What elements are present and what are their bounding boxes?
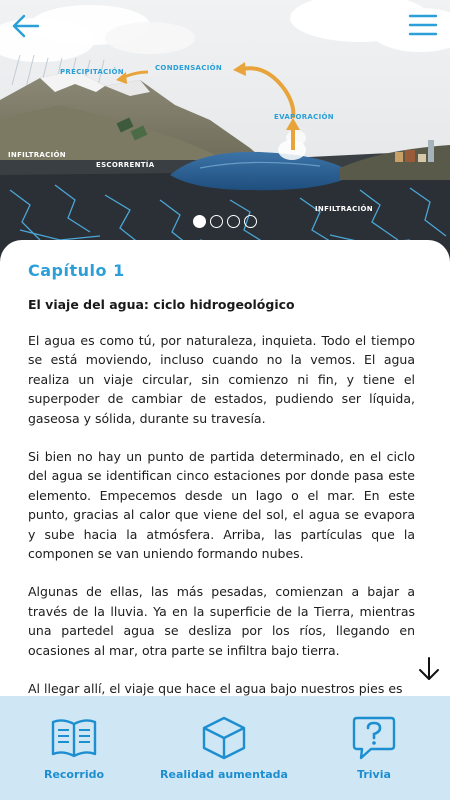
carousel-dot-2[interactable] xyxy=(210,215,223,228)
content-card[interactable] xyxy=(0,240,450,696)
paragraph-3: Algunas de ellas, las más pesadas, comienzan a bajar a través de la lluvia. Ya en la superficie de la Tierra, mientras una partedel agua se desliza por los ríos, llegando en ocasiones al mar, otra parte se infiltra bajo tierra. xyxy=(28,584,415,658)
chapter-body xyxy=(28,331,415,696)
paragraph-2: Si bien no hay un punto de partida determinado, en el ciclo del agua se identifican cinco estaciones por donde pasa este elemento. Empecemos desde un lago o el mar. En este punto, gracias al calor que viene del sol, el agua se evapora y sube hacia la atmósfera. Arriba, las partículas que la componen se van uniendo formando nubes. xyxy=(28,449,415,562)
book-icon xyxy=(49,714,99,760)
carousel-dot-1[interactable] xyxy=(193,215,206,228)
nav-recorrido[interactable] xyxy=(28,696,120,800)
hero-illustration xyxy=(0,0,450,265)
label-evaporacion: EVAPORACIÓN xyxy=(274,113,334,121)
chapter-subtitle: El viaje del agua: ciclo hidrogeológico xyxy=(28,297,295,312)
paragraph-1: El agua es como tú, por naturaleza, inquieta. Todo el tiempo se está moviendo, incluso cuando no la vemos. El agua realiza un viaje circular, sin comienzo ni fin, y tiene el superpoder de cambiar de estados, pudiendo ser líquida, gaseosa y sólida, durante su travesía. xyxy=(28,333,415,426)
menu-button[interactable] xyxy=(408,12,438,38)
arrow-left-icon xyxy=(10,12,42,40)
label-condensacion: CONDENSACIÓN xyxy=(155,64,223,72)
hamburger-menu-icon xyxy=(408,12,438,38)
paragraph-4: Al llegar allí, el viaje que hace el agua bajo nuestros pies es xyxy=(28,681,403,696)
carousel-dot-3[interactable] xyxy=(227,215,240,228)
scroll-down-button[interactable] xyxy=(418,656,440,682)
bottom-navigation xyxy=(0,696,450,800)
arrow-down-icon xyxy=(418,656,440,682)
nav-recorrido-label: Recorrido xyxy=(43,768,105,781)
chapter-title: Capítulo 1 xyxy=(28,261,125,280)
carousel-dot-4[interactable] xyxy=(244,215,257,228)
label-infiltracion-right: INFILTRACIÓN xyxy=(315,205,373,213)
label-infiltracion-left: INFILTRACIÓN xyxy=(8,151,66,159)
label-precipitacion: PRECIPITACIÓN xyxy=(60,68,124,76)
nav-trivia[interactable] xyxy=(334,696,414,800)
back-button[interactable] xyxy=(10,12,42,40)
cube-icon xyxy=(199,714,249,760)
carousel-indicators xyxy=(193,215,257,228)
nav-trivia-label: Trivia xyxy=(357,768,391,781)
nav-realidad-aumentada[interactable] xyxy=(154,696,294,800)
nav-realidad-aumentada-label: Realidad aumentada xyxy=(160,768,288,781)
label-escorrentia: ESCORRENTÍA xyxy=(96,161,155,169)
question-bubble-icon xyxy=(349,714,399,760)
